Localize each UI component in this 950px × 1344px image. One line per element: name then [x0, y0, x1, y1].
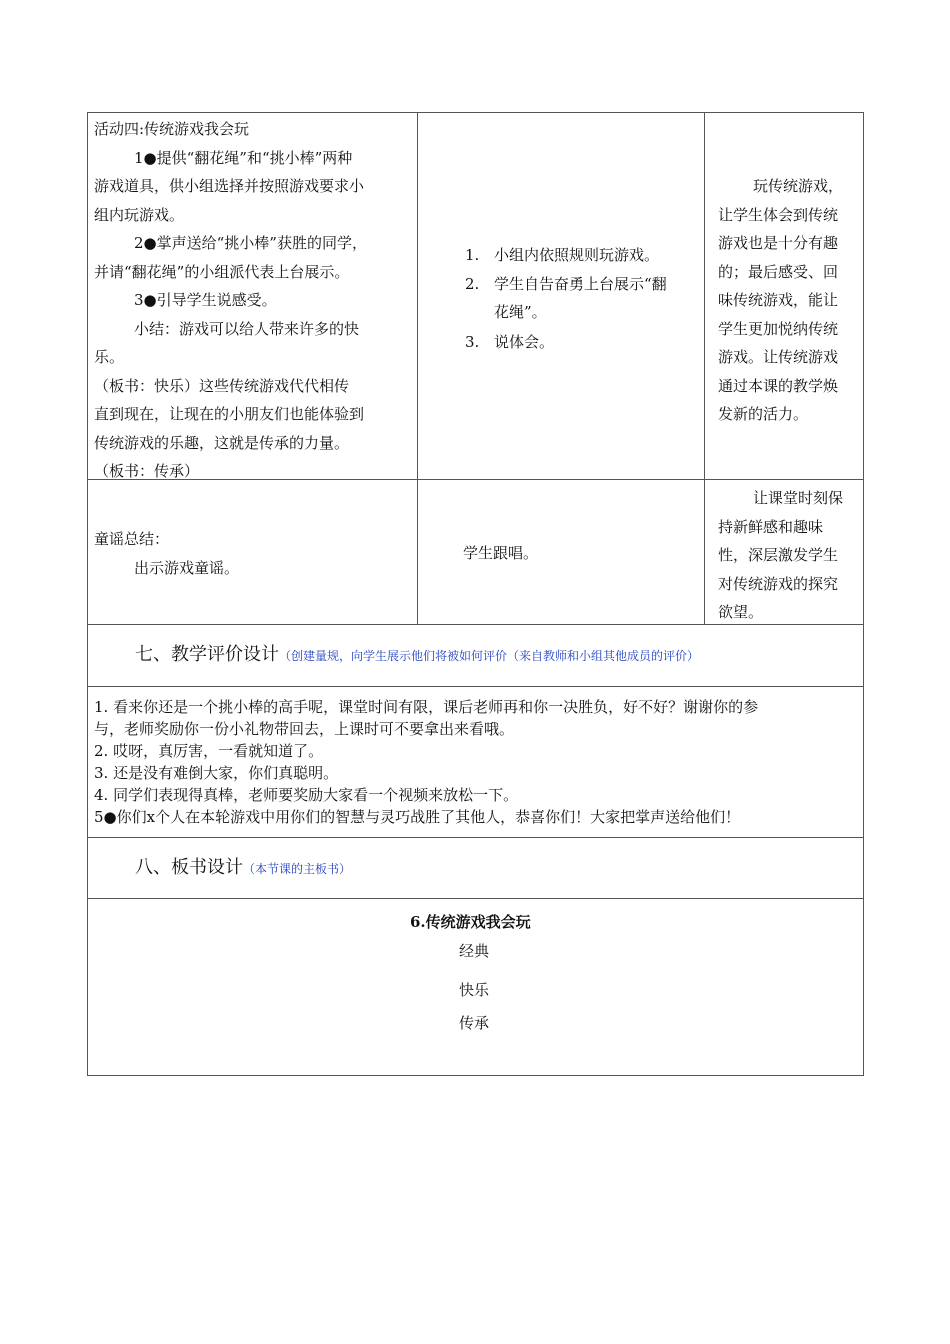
row-divider — [87, 898, 864, 899]
board-title: 6.传统游戏我会玩 — [410, 913, 531, 931]
section7-heading — [135, 641, 699, 671]
list-item: 小组内依照规则玩游戏。 — [494, 246, 660, 264]
list-item: 学生自告奋勇上台展示“翻 — [494, 275, 667, 293]
intent-text: 欲望。 — [718, 603, 764, 621]
section7-note: （创建量规，向学生展示他们将被如何评价（来自教师和小组其他成员的评价） — [279, 649, 700, 663]
intent-text: 性，深层激发学生 — [718, 546, 839, 564]
section7-title: 七、教学评价设计 — [135, 644, 279, 665]
intent-text: 让课堂时刻保 — [753, 489, 844, 507]
activity-summary: 小结：游戏可以给人带来许多的快 — [134, 319, 360, 338]
intent-text: 的；最后感受、回 — [718, 262, 839, 281]
activity-text: 并请“翻花绳”的小组派代表上台展示。 — [94, 262, 350, 281]
column-divider — [704, 112, 705, 624]
intent-text: 游戏。让传统游戏 — [718, 348, 839, 366]
list-number: 2. — [465, 275, 480, 293]
activity4-teacher-cell — [94, 115, 412, 479]
list-number: 1. — [465, 246, 480, 264]
activity-step: 3●引导学生说感受。 — [134, 291, 277, 309]
evaluation-line: 1. 看来你还是一个挑小棒的高手呢，课堂时间有限，课后老师再和你一决胜负，好不好？谢谢你的参 — [94, 698, 759, 716]
activity-text: 直到现在，让现在的小朋友们也能体验到 — [94, 405, 365, 423]
row-divider — [87, 479, 864, 480]
board-item-classic: 经典 — [459, 942, 490, 960]
activity-step: 1●提供“翻花绳”和“挑小棒”两种 — [134, 148, 353, 167]
activity-step: 2●掌声送给“挑小棒”获胜的同学， — [134, 234, 367, 252]
list-number: 3. — [465, 333, 480, 351]
intent-text: 学生更加悦纳传统 — [718, 319, 839, 338]
list-item: 说体会。 — [494, 333, 555, 351]
intent-text: 对传统游戏的探究 — [718, 574, 839, 593]
evaluation-line: 与，老师奖励你一份小礼物带回去，上课时可不要拿出来看哦。 — [94, 720, 515, 738]
section8-note: 本节课的主板书 — [255, 862, 340, 876]
activity-text: 组内玩游戏。 — [94, 205, 185, 224]
board-item-heritage: 传承 — [459, 1014, 490, 1032]
song-title: 童谣总结： — [94, 530, 170, 548]
section8-heading: 八、板书设计（本节课的主板书） — [135, 857, 352, 878]
intent-text: 持新鲜感和趣味 — [718, 517, 824, 536]
intent-text: 让学生体会到传统 — [718, 205, 839, 224]
section7-body — [94, 696, 859, 828]
activity-text: 传统游戏的乐趣，这就是传承的力量。 — [94, 433, 350, 452]
evaluation-line: 4. 同学们表现得真棒，老师要奖励大家看一个视频来放松一下。 — [94, 786, 519, 804]
intent-text: 味传统游戏，能让 — [718, 291, 839, 309]
board-item-joy: 快乐 — [459, 981, 490, 999]
activity4-student-cell — [418, 113, 704, 479]
activity-text: （板书：传承） — [94, 462, 200, 479]
intent-text: 发新的活力。 — [718, 405, 809, 423]
song-student-action: 学生跟唱。 — [463, 544, 539, 562]
song-instruction: 出示游戏童谣。 — [134, 559, 240, 577]
evaluation-line: 3. 还是没有难倒大家，你们真聪明。 — [94, 764, 339, 782]
intent-text: 游戏也是十分有趣 — [718, 234, 839, 252]
intent-text: 玩传统游戏， — [753, 177, 844, 195]
activity-title: 活动四:传统游戏我会玩 — [94, 120, 250, 138]
evaluation-line: 5●你们x个人在本轮游戏中用你们的智慧与灵巧战胜了其他人，恭喜你们！大家把掌声送给他们！ — [94, 808, 741, 826]
section8-title: 八、板书设计 — [135, 857, 243, 878]
row-divider — [87, 837, 864, 838]
list-item: 花绳”。 — [494, 303, 547, 321]
activity-text: 乐。 — [94, 348, 125, 366]
activity-text: （板书：快乐）这些传统游戏代代相传 — [94, 376, 350, 395]
row-divider — [87, 686, 864, 687]
evaluation-line: 2. 哎呀，真厉害，一看就知道了。 — [94, 742, 324, 760]
intent-text: 通过本课的教学焕 — [718, 376, 839, 395]
activity-text: 游戏道具，供小组选择并按照游戏要求小 — [94, 177, 365, 195]
